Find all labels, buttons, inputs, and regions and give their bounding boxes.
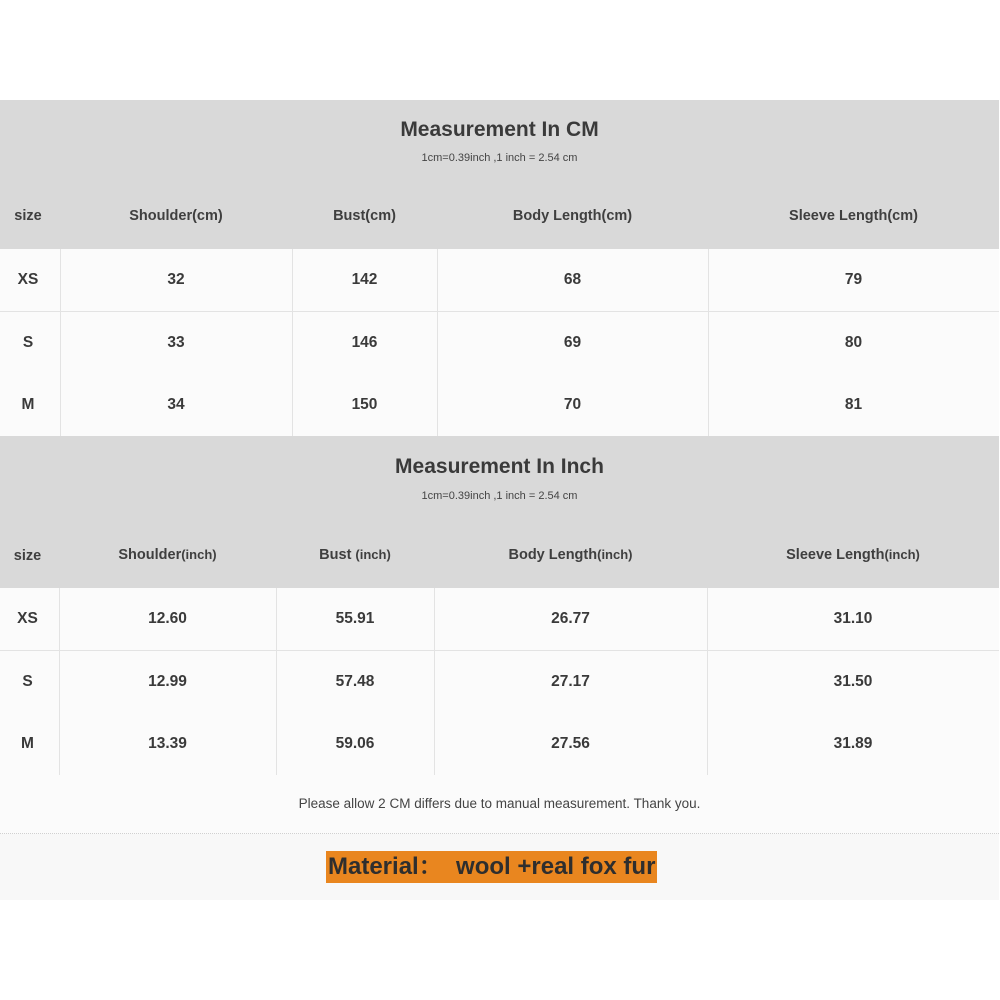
inch-cell-size: S bbox=[22, 673, 33, 690]
inch-cell-bust: 55.91 bbox=[335, 610, 375, 627]
cm-header-sleeve-length: Sleeve Length(cm) bbox=[789, 208, 918, 224]
cm-cell-size: XS bbox=[17, 271, 39, 288]
inch-header-shoulder bbox=[59, 547, 276, 563]
inch-header-sleeve-length bbox=[707, 547, 999, 563]
cm-header-size: size bbox=[14, 208, 42, 224]
inch-table-row bbox=[0, 651, 999, 714]
inch-cell-sleeve-length: 31.50 bbox=[833, 673, 873, 690]
cm-header-body-length: Body Length(cm) bbox=[512, 208, 633, 224]
cm-cell-body-length: 69 bbox=[563, 334, 582, 351]
inch-header-body-length-label: Body Length bbox=[508, 547, 598, 563]
cm-table-row bbox=[0, 312, 999, 375]
inch-section-header bbox=[0, 436, 999, 588]
cm-cell-body-length: 68 bbox=[563, 271, 582, 288]
inch-cell-body-length: 27.56 bbox=[551, 735, 590, 752]
material-section bbox=[0, 834, 999, 900]
inch-cell-size: M bbox=[21, 735, 34, 752]
inch-cell-sleeve-length: 31.10 bbox=[833, 610, 873, 627]
cm-header-bust: Bust(cm) bbox=[333, 208, 396, 224]
inch-cell-shoulder: 12.60 bbox=[148, 610, 187, 627]
inch-header-bust-label: Bust bbox=[319, 547, 356, 563]
inch-cell-shoulder: 12.99 bbox=[148, 673, 187, 690]
cm-cell-body-length: 70 bbox=[563, 396, 582, 413]
cm-section-header bbox=[0, 100, 999, 249]
cm-cell-shoulder: 33 bbox=[167, 334, 185, 351]
inch-header-shoulder-label: Shoulder bbox=[118, 547, 182, 563]
inch-header-bust-unit: (inch) bbox=[355, 547, 391, 562]
measurement-disclaimer: Please allow 2 CM differs due to manual measurement. Thank you. bbox=[0, 775, 999, 834]
cm-cell-bust: 150 bbox=[351, 396, 378, 413]
inch-table-row bbox=[0, 713, 999, 776]
inch-cell-size: XS bbox=[17, 610, 38, 627]
cm-cell-sleeve-length: 80 bbox=[844, 334, 863, 351]
inch-header-body-length-unit: (inch) bbox=[597, 547, 633, 562]
cm-table-row bbox=[0, 249, 999, 312]
inch-cell-bust: 59.06 bbox=[335, 735, 375, 752]
inch-header-body-length bbox=[434, 547, 707, 563]
cm-table-row bbox=[0, 374, 999, 437]
inch-header-size: size bbox=[13, 548, 42, 564]
cm-cell-size: M bbox=[21, 396, 35, 413]
cm-cell-shoulder: 34 bbox=[167, 396, 185, 413]
inch-cell-body-length: 27.17 bbox=[551, 673, 590, 690]
inch-header-sleeve-length-label: Sleeve Length bbox=[786, 547, 885, 563]
cm-cell-sleeve-length: 81 bbox=[844, 396, 863, 413]
inch-header-bust bbox=[276, 547, 434, 563]
inch-table-title: Measurement In Inch bbox=[395, 455, 604, 478]
cm-header-shoulder: Shoulder(cm) bbox=[129, 208, 223, 224]
inch-header-sleeve-length-unit: (inch) bbox=[884, 547, 920, 562]
inch-cell-body-length: 26.77 bbox=[551, 610, 590, 627]
inch-cell-shoulder: 13.39 bbox=[148, 735, 187, 752]
inch-cell-bust: 57.48 bbox=[335, 673, 375, 690]
cm-cell-size: S bbox=[22, 334, 34, 351]
cm-conversion-note: 1cm=0.39inch ,1 inch = 2.54 cm bbox=[421, 152, 578, 164]
inch-conversion-note: 1cm=0.39inch ,1 inch = 2.54 cm bbox=[421, 490, 578, 502]
inch-table-row bbox=[0, 588, 999, 651]
inch-header-shoulder-unit: (inch) bbox=[181, 547, 217, 562]
cm-cell-bust: 142 bbox=[351, 271, 378, 288]
cm-cell-shoulder: 32 bbox=[167, 271, 185, 288]
cm-table-title: Measurement In CM bbox=[400, 118, 599, 141]
material-label: Material： wool +real fox fur bbox=[326, 851, 657, 883]
size-chart bbox=[0, 100, 999, 900]
inch-cell-sleeve-length: 31.89 bbox=[833, 735, 873, 752]
cm-cell-sleeve-length: 79 bbox=[844, 271, 863, 288]
cm-cell-bust: 146 bbox=[351, 334, 378, 351]
